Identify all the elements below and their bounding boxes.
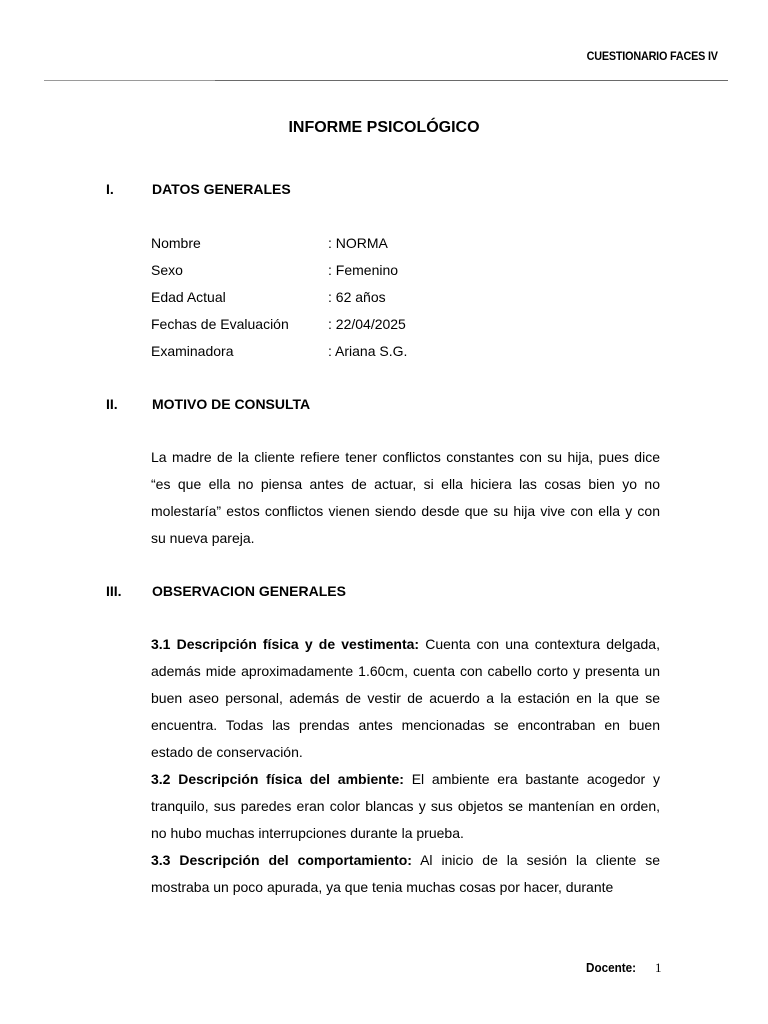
general-data-value: : 62 años — [328, 289, 386, 305]
section-number: II. — [106, 396, 118, 412]
motivo-paragraph: La madre de la cliente refiere tener conflictos constantes con su hija, pues dice “es que ella no piensa antes de actuar, si ella hiciera las cosas bien yo no molestaría” estos conflictos vienen siendo desde que su hija vive con ella y con su nueva pareja. — [151, 449, 660, 546]
header-divider-accent — [215, 80, 728, 81]
observation-item — [151, 847, 660, 901]
observation-heading: 3.1 Descripción física y de vestimenta: — [151, 636, 420, 652]
page-number: 1 — [655, 960, 662, 975]
general-data-label: Fechas de Evaluación — [151, 316, 289, 332]
general-data-value: : Ariana S.G. — [328, 343, 408, 359]
observation-text: Cuenta con una contextura delgada, además mide aproximadamente 1.60cm, cuenta con cabello corto y presenta un buen aseo personal, además de vestir de acuerdo a la estación en la que se encuentra. Todas las prendas antes mencionadas se encontraban en buen estado de conservación. — [151, 636, 660, 760]
general-data-label: Edad Actual — [151, 289, 226, 305]
observation-paragraphs — [151, 631, 660, 901]
section-title: MOTIVO DE CONSULTA — [152, 396, 311, 412]
general-data-value: : Femenino — [328, 262, 399, 278]
section-title: DATOS GENERALES — [152, 181, 291, 197]
document-title: INFORME PSICOLÓGICO — [288, 119, 480, 136]
observation-text: El ambiente era bastante acogedor y tranquilo, sus paredes eran color blancas y sus objetos se mantenían en orden, no hubo muchas interrupciones durante la prueba. — [151, 771, 660, 841]
observation-heading: 3.3 Descripción del comportamiento: — [151, 852, 412, 868]
general-data-value: : NORMA — [328, 235, 388, 251]
general-data-value: : 22/04/2025 — [328, 316, 406, 332]
general-data-label: Sexo — [151, 262, 183, 278]
observation-text: Al inicio de la sesión la cliente se mostraba un poco apurada, ya que tenia muchas cosas por hacer, durante — [151, 852, 660, 895]
observation-item — [151, 631, 660, 766]
observation-heading: 3.2 Descripción física del ambiente: — [151, 771, 404, 787]
observation-item — [151, 766, 660, 847]
general-data-label: Examinadora — [151, 343, 234, 359]
section-title: OBSERVACION GENERALES — [152, 583, 346, 599]
section-number: I. — [106, 181, 114, 197]
footer-docente-label: Docente: — [586, 960, 637, 975]
general-data-label: Nombre — [151, 235, 201, 251]
header-title: CUESTIONARIO FACES IV — [586, 49, 718, 63]
section-number: III. — [106, 583, 122, 599]
